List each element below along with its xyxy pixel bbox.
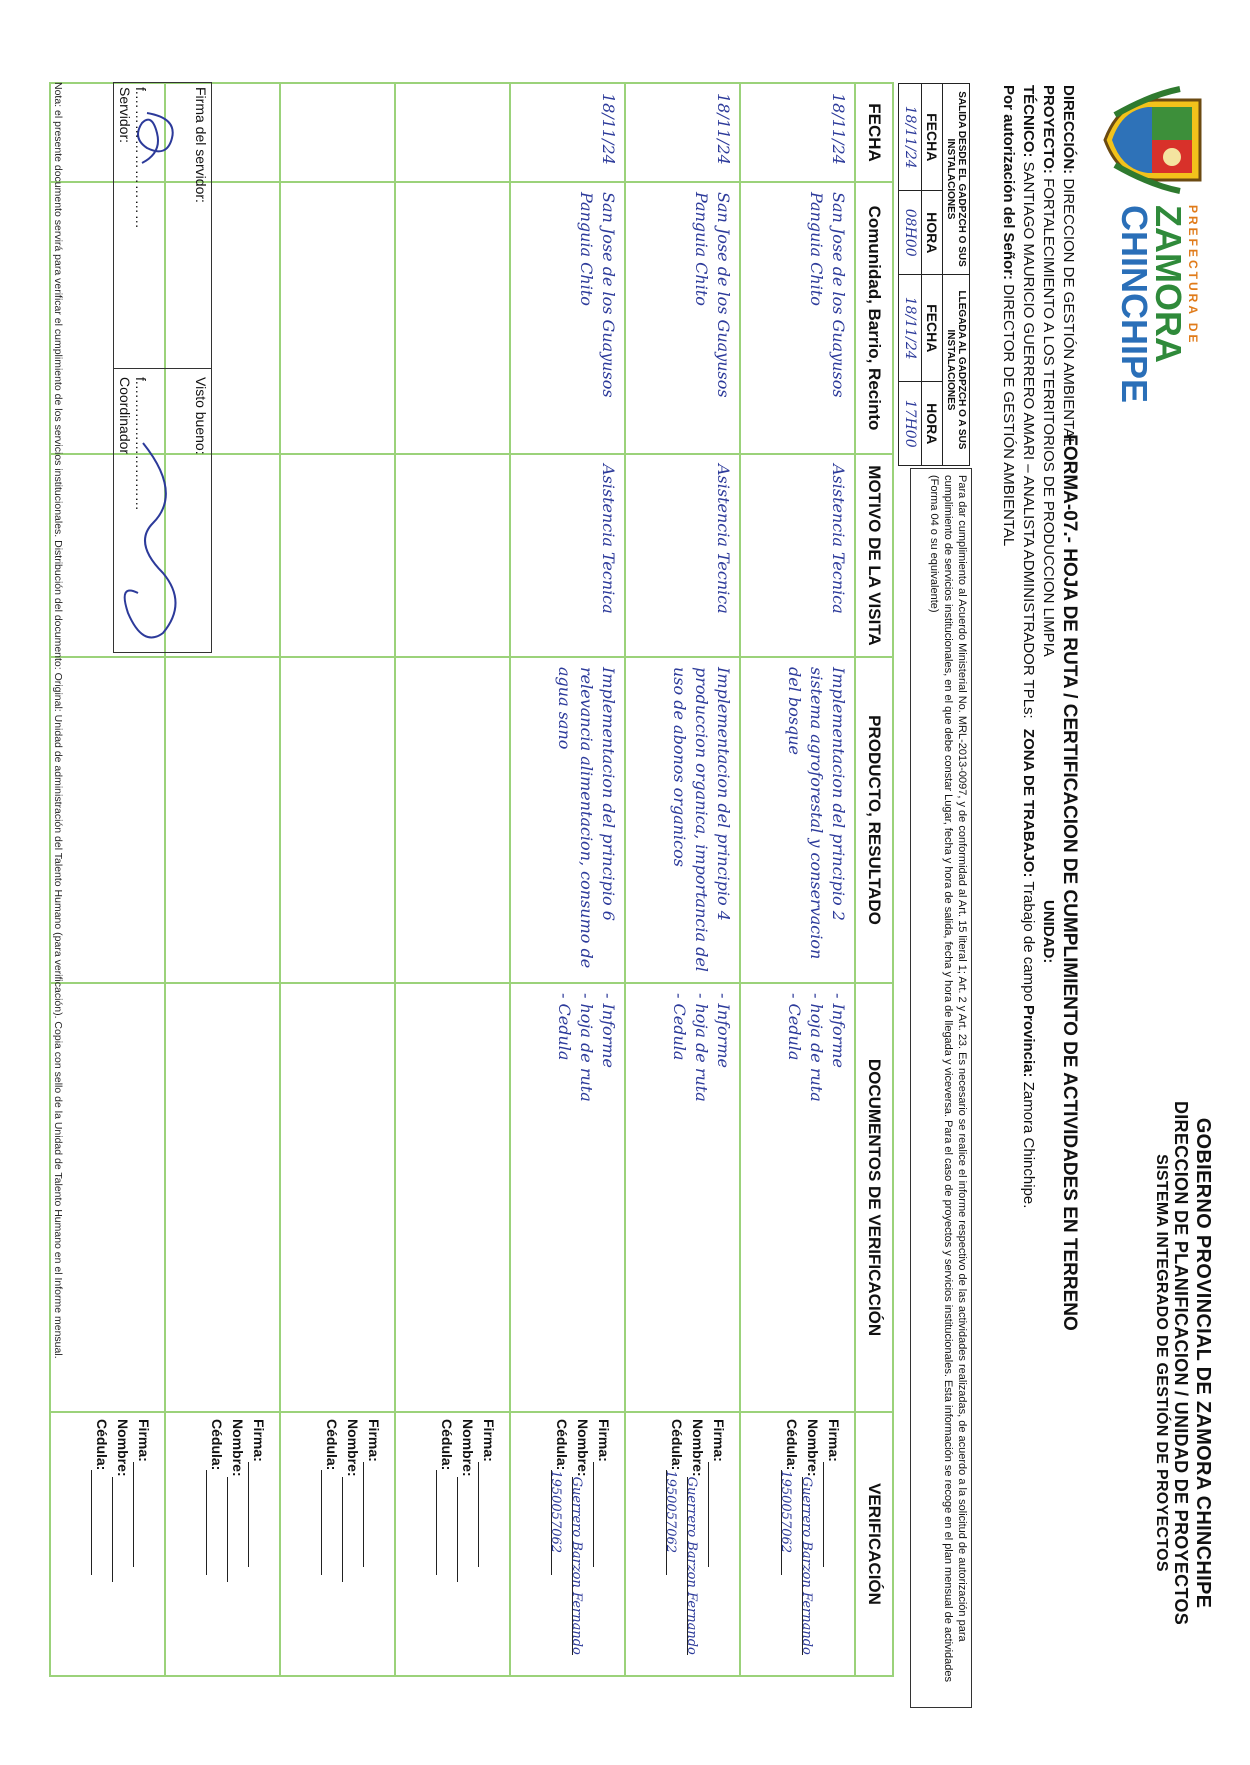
motivo-cell-text: Asistencia Tecnica: [599, 464, 618, 614]
verif-cedula-value: [91, 1470, 106, 1575]
verif-firma-label: Firma:: [826, 1419, 842, 1462]
col-motivo: MOTIVO DE LA VISITA: [855, 454, 893, 657]
salida-fecha-value: 18/11/24: [899, 84, 922, 191]
verif-cedula-value: [206, 1470, 221, 1575]
verif-firma-label: Firma:: [136, 1419, 152, 1462]
table-row: [510, 83, 625, 1676]
documentos-cell: [395, 983, 510, 1412]
documentos-cell-text: - Informe - hoja de ruta - Cedula: [670, 993, 733, 1102]
fecha-cell-text: 18/11/24: [829, 93, 848, 165]
verif-cedula-label: Cédula:: [784, 1419, 800, 1471]
fecha-cell-text: [270, 85, 278, 180]
verif-firma-line: [248, 1419, 269, 1669]
logo-chinchipe-text: CHINCHIPE: [1114, 205, 1155, 404]
verif-nombre-label: Nombre:: [805, 1419, 821, 1477]
info-provincia: [1018, 1005, 1038, 1208]
servidor-signature-area: [114, 83, 211, 369]
documentos-cell-text: [270, 985, 278, 1410]
header-line-2: DIRECCION DE PLANIFICACION / UNIDAD DE PROYECTOS: [1171, 1100, 1191, 1626]
servidor-label: Servidor:: [117, 87, 133, 144]
proyecto-value: FORTALECIMIENTO A LOS TERRITORIOS DE PRODUCCION LIMPIA: [1040, 178, 1057, 657]
producto-cell-text: [385, 659, 393, 981]
logo-small-text: PREFECTURA DE: [1186, 205, 1200, 346]
verif-nombre-line: [342, 1419, 363, 1669]
verif-nombre-label: Nombre:: [230, 1419, 246, 1477]
tecnico-value: SANTIAGO MAURICIO GUERRERO AMARI – ANALISTA ADMINISTRADOR TPLs:: [1020, 161, 1037, 719]
verif-firma-line: [708, 1419, 729, 1669]
comunidad-cell: [395, 182, 510, 454]
coat-of-arms-icon: [1100, 85, 1210, 195]
verif-firma-line: [133, 1419, 154, 1669]
verif-firma-value: [133, 1462, 148, 1567]
verif-nombre-line: [112, 1419, 133, 1669]
tecnico-label: TÉCNICO:: [1020, 85, 1037, 158]
visto-bueno-label: Visto bueno:: [193, 377, 209, 455]
verificacion-cell: [740, 1412, 855, 1676]
verif-nombre-line: [799, 1419, 823, 1669]
verif-firma-line: [823, 1419, 844, 1669]
fecha-cell: [395, 83, 510, 182]
zona-value: Trabajo de campo: [1020, 881, 1037, 1002]
motivo-cell: [740, 454, 855, 657]
salida-hora-value: 08H00: [899, 191, 922, 275]
motivo-cell: [510, 454, 625, 657]
col-verificacion: VERIFICACIÓN: [855, 1412, 893, 1676]
verif-nombre-line: [569, 1419, 593, 1669]
header-line-3: SISTEMA INTEGRADO DE GESTIÓN DE PROYECTOS: [1153, 1154, 1170, 1572]
table-row: [625, 83, 740, 1676]
servidor-firma-label: Firma del servidor:: [193, 87, 209, 203]
salida-hora-label: HORA: [922, 191, 943, 275]
verif-firma-value: [478, 1462, 493, 1567]
producto-cell: [510, 657, 625, 983]
verif-firma-line: [363, 1419, 384, 1669]
zona-label: ZONA DE TRABAJO:: [1020, 728, 1037, 878]
verif-firma-label: Firma:: [251, 1419, 267, 1462]
verif-firma-label: Firma:: [481, 1419, 497, 1462]
coordinador-f-line: f.………………………: [133, 377, 149, 511]
verificacion-cell: [395, 1412, 510, 1676]
llegada-hora-label: HORA: [922, 382, 943, 466]
verif-cedula-value: 1950057062: [781, 1470, 796, 1575]
header-line-1: GOBIERNO PROVINCIAL DE ZAMORA CHINCHIPE: [1192, 1117, 1214, 1609]
header-institution: [1152, 1013, 1214, 1713]
verif-nombre-label: Nombre:: [460, 1419, 476, 1477]
provincia-label: Provincia:: [1020, 1005, 1037, 1078]
verif-nombre-label: Nombre:: [690, 1419, 706, 1477]
verif-firma-value: [248, 1462, 263, 1567]
fecha-cell-text: 18/11/24: [599, 93, 618, 165]
producto-cell: [740, 657, 855, 983]
fecha-cell: [625, 83, 740, 182]
col-fecha: FECHA: [855, 83, 893, 182]
documentos-cell-text: - Informe - hoja de ruta - Cedula: [555, 993, 618, 1102]
verificacion-cell: [165, 1412, 280, 1676]
verif-cedula-value: 1950057062: [666, 1470, 681, 1575]
motivo-cell-text: Asistencia Tecnica: [829, 464, 848, 614]
documentos-cell: [740, 983, 855, 1412]
info-autorizacion: [998, 85, 1018, 546]
documentos-cell: [280, 983, 395, 1412]
provincia-value: Zamora Chinchipe.: [1020, 1081, 1037, 1209]
verif-cedula-line: [321, 1419, 342, 1669]
motivo-cell: [395, 454, 510, 657]
verificacion-cell: [280, 1412, 395, 1676]
comunidad-cell-text: [385, 184, 393, 452]
verif-cedula-label: Cédula:: [439, 1419, 455, 1471]
verif-firma-line: [478, 1419, 499, 1669]
comunidad-cell-text: San Jose de los Guayusos Panguia Chito: [577, 192, 618, 398]
verif-firma-value: [363, 1462, 378, 1567]
verif-nombre-value: Guerrero Barzon Fernando: [572, 1477, 587, 1655]
verif-firma-label: Firma:: [596, 1419, 612, 1462]
fecha-cell: [510, 83, 625, 182]
col-producto: PRODUCTO, RESULTADO: [855, 657, 893, 983]
coordinador-f-label: f.: [133, 377, 149, 385]
verif-cedula-line: [91, 1419, 112, 1669]
table-row: [395, 83, 510, 1676]
coordinador-signature-area: [114, 373, 211, 651]
departure-arrival-table: [898, 83, 970, 466]
verificacion-cell: [510, 1412, 625, 1676]
verif-nombre-label: Nombre:: [575, 1419, 591, 1477]
info-proyecto: [1038, 85, 1058, 657]
verif-firma-label: Firma:: [711, 1419, 727, 1462]
verif-firma-value: [708, 1462, 723, 1567]
verif-nombre-value: Guerrero Barzon Fernando: [802, 1477, 817, 1655]
table-row: [280, 83, 395, 1676]
comunidad-cell: [510, 182, 625, 454]
verif-nombre-line: [457, 1419, 478, 1669]
verif-nombre-value: [227, 1477, 242, 1582]
llegada-header: LLEGADA AL GADPZCH O A SUS INSTALACIONES: [943, 275, 970, 466]
motivo-cell-text: [270, 456, 278, 655]
verif-nombre-value: [457, 1477, 472, 1582]
verif-nombre-label: Nombre:: [345, 1419, 361, 1477]
documentos-cell-text: [385, 985, 393, 1410]
comunidad-cell: [280, 182, 395, 454]
verif-firma-value: [823, 1462, 838, 1567]
legal-notice: Para dar cumplimiento al Acuerdo Ministerial No. MRL-2013-0097, y de conformidad al Art. 15 literal 1; Art. 2 y Art. 23. Es necesario se realice el informe respectivo de las actividades realizadas, de acuerdo a la solicitud de autorización para cumplimiento de servicios institucionales, en el que debe constar Lugar, fecha y hora de salida, fecha y hora de llegada y viceversa. Para el caso de proyectos y servicios institucionales. Esta información se recoge en el plan mensual de actividades (Forma 04 o su equivalente): [910, 468, 972, 1708]
proyecto-label: PROYECTO:: [1040, 85, 1057, 174]
verif-nombre-value: [342, 1477, 357, 1582]
llegada-hora-value: 17H00: [899, 382, 922, 466]
fecha-cell-text: 18/11/24: [714, 93, 733, 165]
direccion-value: DIRECCION DE GESTIÓN AMBIENTAL: [1060, 178, 1077, 447]
prefectura-logo: [1090, 85, 1210, 404]
llegada-fecha-value: 18/11/24: [899, 275, 922, 382]
col-documentos: DOCUMENTOS DE VERIFICACIÓN: [855, 983, 893, 1412]
comunidad-cell: [625, 182, 740, 454]
col-comunidad: Comunidad, Barrio, Recinto: [855, 182, 893, 454]
verif-firma-label: Firma:: [366, 1419, 382, 1462]
verif-cedula-line: [206, 1419, 227, 1669]
salida-header: SALIDA DESDE EL GADPZCH O SUS INSTALACIONES: [943, 84, 970, 275]
logo-zamora-text: ZAMORA: [1148, 205, 1189, 363]
autorizacion-label: Por autorización del Señor:: [1000, 85, 1017, 281]
verificacion-cell: [50, 1412, 165, 1676]
verif-cedula-label: Cédula:: [554, 1419, 570, 1471]
verif-cedula-value: 1950057062: [551, 1470, 566, 1575]
verificacion-cell: [625, 1412, 740, 1676]
comunidad-cell: [740, 182, 855, 454]
motivo-cell: [625, 454, 740, 657]
servidor-f-label: f.: [133, 87, 149, 95]
info-tecnico: [1018, 85, 1038, 1002]
motivo-cell-text: [385, 456, 393, 655]
verif-nombre-value: Guerrero Barzon Fernando: [687, 1477, 702, 1655]
fecha-cell: [280, 83, 395, 182]
fecha-cell-text: [500, 85, 508, 180]
documentos-cell: [510, 983, 625, 1412]
verif-cedula-label: Cédula:: [209, 1419, 225, 1471]
info-unidad: [1038, 900, 1058, 963]
verif-firma-value: [593, 1462, 608, 1567]
verif-nombre-line: [684, 1419, 708, 1669]
table-header-row: [855, 83, 893, 1676]
verif-nombre-line: [227, 1419, 248, 1669]
verif-nombre-label: Nombre:: [115, 1419, 131, 1477]
verif-cedula-label: Cédula:: [94, 1419, 110, 1471]
salida-fecha-label: FECHA: [922, 84, 943, 191]
documentos-cell-text: - Informe - hoja de ruta - Cedula: [785, 993, 848, 1102]
comunidad-cell-text: San Jose de los Guayusos Panguia Chito: [692, 192, 733, 398]
direccion-label: DIRECCIÓN:: [1060, 85, 1077, 175]
signature-box: [113, 82, 212, 653]
producto-cell-text: [155, 659, 163, 981]
llegada-fecha-label: FECHA: [922, 275, 943, 382]
verif-cedula-value: [436, 1470, 451, 1575]
producto-cell: [165, 657, 280, 983]
verif-firma-line: [593, 1419, 614, 1669]
verif-cedula-label: Cédula:: [669, 1419, 685, 1471]
producto-cell: [280, 657, 395, 983]
documentos-cell-text: [500, 985, 508, 1410]
comunidad-cell-text: [270, 184, 278, 452]
info-direccion: [1058, 85, 1078, 446]
verif-cedula-label: Cédula:: [324, 1419, 340, 1471]
unidad-label: UNIDAD:: [1040, 900, 1057, 964]
producto-cell: [50, 657, 165, 983]
producto-cell: [395, 657, 510, 983]
producto-cell: [625, 657, 740, 983]
fecha-cell-text: [385, 85, 393, 180]
coordinador-label: Coordinador: [117, 377, 133, 455]
verif-nombre-value: [112, 1477, 127, 1582]
motivo-cell-text: Asistencia Tecnica: [714, 464, 733, 614]
servidor-f-line: f.………………………: [133, 87, 149, 230]
documentos-cell-text: [155, 985, 163, 1410]
motivo-cell: [280, 454, 395, 657]
verif-cedula-value: [321, 1470, 336, 1575]
producto-cell-text: Implementacion del principio 6 relevancia alimentacion, consumo de agua sano: [555, 667, 618, 969]
producto-cell-text: [500, 659, 508, 981]
documentos-cell: [50, 983, 165, 1412]
producto-cell-text: [270, 659, 278, 981]
footer-note: Nota: el presente documento servirá para verificar el cumplimiento de los servicios institucionales. Distribución del documento: Original: Unidad de administración del Talento Humano (para verificación). Copia con sello de la Unidad de Talento Humano en el Informe mensual.: [52, 82, 64, 1359]
producto-cell-text: Implementacion del principio 4 produccion organica, importancia del uso de abonos organicos: [670, 667, 733, 972]
comunidad-cell-text: San Jose de los Guayusos Panguia Chito: [807, 192, 848, 398]
motivo-cell-text: [500, 456, 508, 655]
fecha-cell: [740, 83, 855, 182]
verif-cedula-line: [436, 1419, 457, 1669]
coordinador-signature-icon: [115, 433, 193, 653]
comunidad-cell-text: [500, 184, 508, 452]
producto-cell-text: Implementacion del principio 2 sistema agroforestal y conservacion del bosque: [785, 667, 848, 960]
table-row: [740, 83, 855, 1676]
documentos-cell: [165, 983, 280, 1412]
autorizacion-value: DIRECTOR DE GESTIÓN AMBIENTAL: [1000, 284, 1017, 547]
form-title: FORMA-07.- HOJA DE RUTA / CERTIFICACION DE CUMPLIMIENTO DE ACTIVIDADES EN TERRENO: [1059, 434, 1080, 1331]
documentos-cell: [625, 983, 740, 1412]
